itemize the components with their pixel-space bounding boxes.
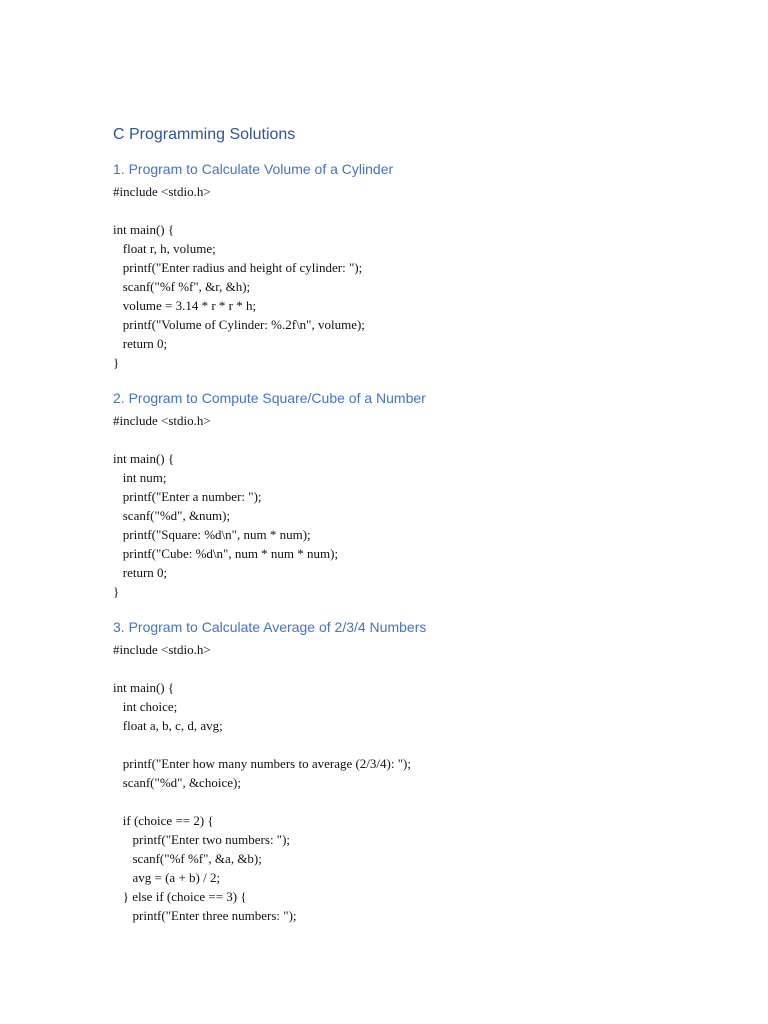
code-line: } [113,355,120,370]
code-line: scanf("%f %f", &a, &b); [113,851,262,866]
code-line: return 0; [113,336,168,351]
code-line [113,430,713,449]
code-line: avg = (a + b) / 2; [113,870,221,885]
code-line: printf("Enter three numbers: "); [113,908,297,923]
code-line: int main() { [113,222,175,237]
code-line [113,792,713,811]
code-line: return 0; [113,565,168,580]
code-line: scanf("%d", &choice); [113,775,241,790]
code-line: int main() { [113,680,175,695]
code-line: int choice; [113,699,178,714]
code-block [113,182,713,372]
code-line: } else if (choice == 3) { [113,889,247,904]
document-title: C Programming Solutions [113,126,296,143]
code-line: float r, h, volume; [113,241,216,256]
section-heading: 2. Program to Compute Square/Cube of a Number [113,390,426,406]
code-line: float a, b, c, d, avg; [113,718,223,733]
code-line: printf("Enter two numbers: "); [113,832,291,847]
section-heading: 3. Program to Calculate Average of 2/3/4 Numbers [113,619,427,635]
code-line: printf("Enter a number: "); [113,489,262,504]
code-line: printf("Square: %d\n", num * num); [113,527,311,542]
document-page [113,124,713,941]
code-line: int num; [113,470,167,485]
code-line: } [113,584,120,599]
code-line: printf("Enter radius and height of cylinder: "); [113,260,363,275]
code-block [113,640,713,925]
section-heading: 1. Program to Calculate Volume of a Cylinder [113,161,394,177]
code-block [113,411,713,601]
code-line: printf("Volume of Cylinder: %.2f\n", volume); [113,317,365,332]
section-square-cube [113,388,713,601]
section-average [113,617,713,925]
code-line [113,201,713,220]
code-line: scanf("%d", &num); [113,508,231,523]
code-line [113,659,713,678]
code-line: volume = 3.14 * r * r * h; [113,298,257,313]
code-line: int main() { [113,451,175,466]
code-line: #include <stdio.h> [113,184,211,199]
code-line: printf("Cube: %d\n", num * num * num); [113,546,339,561]
section-cylinder-volume [113,159,713,372]
code-line: if (choice == 2) { [113,813,214,828]
code-line: printf("Enter how many numbers to average (2/3/4): "); [113,756,411,771]
code-line [113,735,713,754]
code-line: scanf("%f %f", &r, &h); [113,279,251,294]
code-line: #include <stdio.h> [113,413,211,428]
code-line: #include <stdio.h> [113,642,211,657]
